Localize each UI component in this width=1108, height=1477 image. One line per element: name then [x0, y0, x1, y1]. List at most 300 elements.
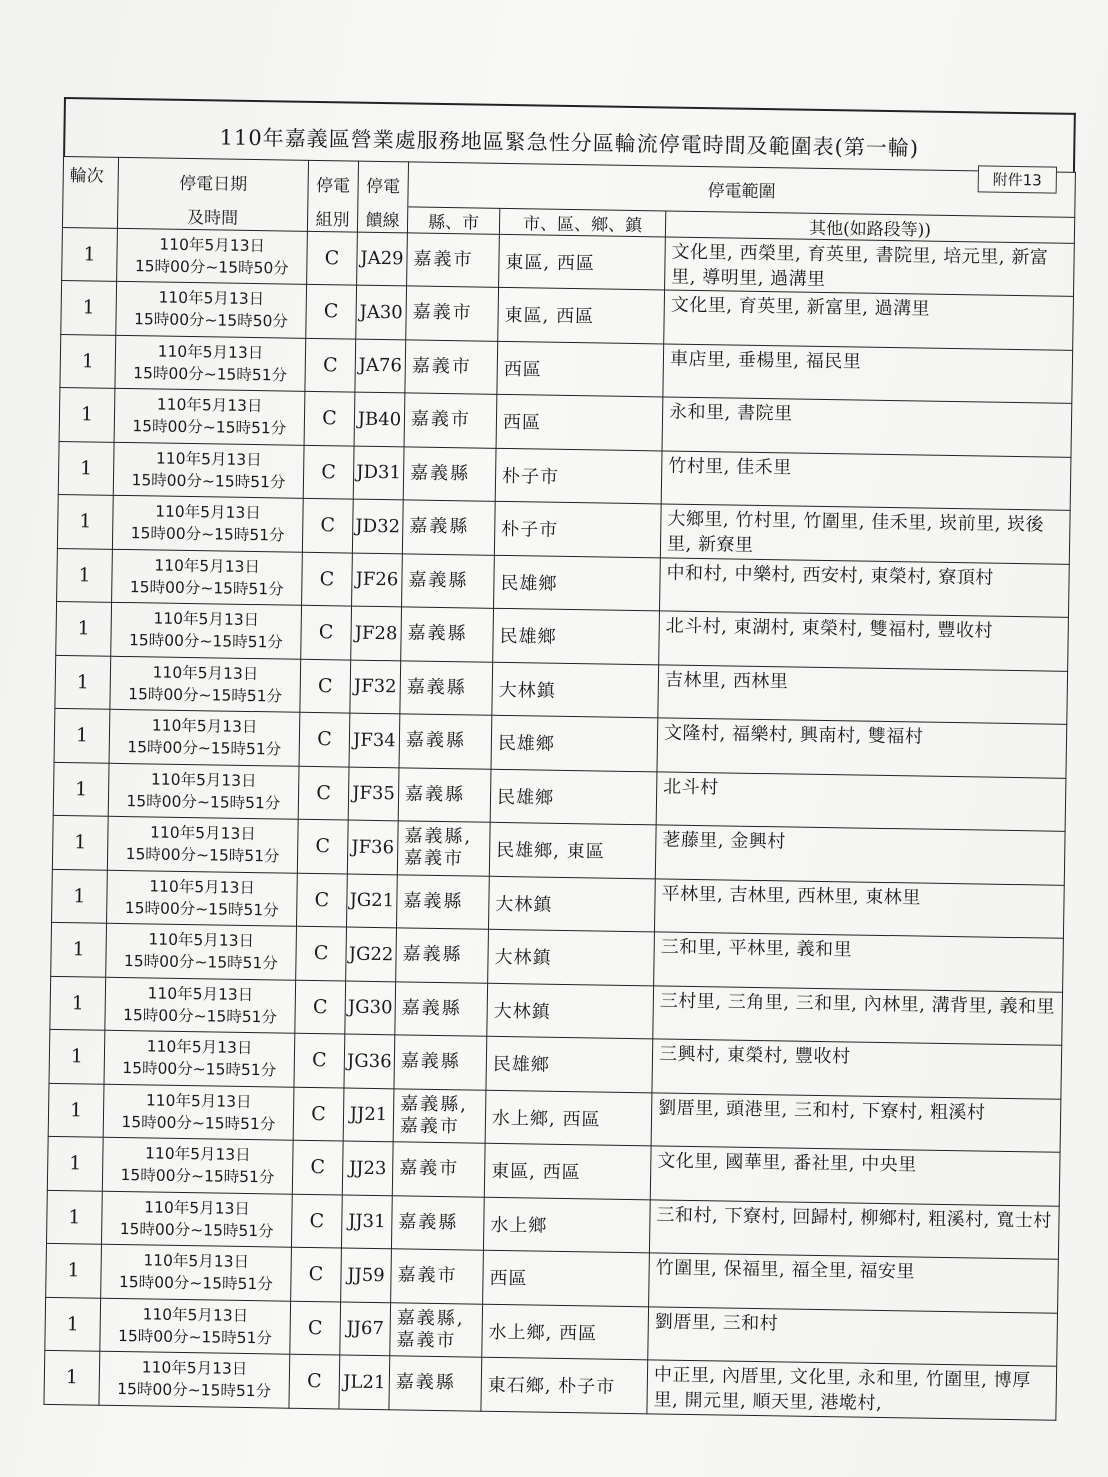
district-cell	[494, 501, 661, 557]
district-value: 東石鄉, 朴子市	[487, 1375, 616, 1399]
other-cell	[647, 1360, 1057, 1420]
feeder-value: JF34	[352, 729, 396, 752]
district-cell	[491, 715, 658, 771]
feeder-cell	[344, 1034, 395, 1088]
feeder-value: JF36	[351, 836, 395, 859]
other-cell	[655, 825, 1065, 885]
outage-date: 110年5月13日	[158, 288, 265, 309]
round-cell	[44, 1350, 100, 1404]
round-cell	[49, 1029, 105, 1083]
feeder-cell	[356, 285, 407, 339]
district-cell	[488, 876, 655, 932]
document-title: 110年嘉義區營業處服務地區緊急性分區輪流停電時間及範圍表(第一輪)	[219, 125, 920, 161]
other-value: 中正里, 內厝里, 文化里, 永和里, 竹圍里, 博厚里, 開元里, 順天里, 港墘村,	[653, 1364, 1031, 1415]
county-value: 嘉義縣	[409, 462, 471, 485]
outage-time: 15時00分~15時50分	[134, 256, 289, 278]
group-cell	[290, 1301, 341, 1355]
other-value: 平林里, 吉林里, 西林里, 東林里	[661, 882, 922, 909]
outage-time: 15時00分~15時51分	[117, 1380, 272, 1401]
other-cell	[653, 985, 1063, 1045]
date-cell	[99, 1351, 290, 1407]
header-feeder-line2: 饋線	[357, 206, 407, 233]
group-value: C	[322, 353, 338, 377]
group-cell	[289, 1354, 340, 1408]
outage-time: 15時00分~15時51分	[132, 417, 287, 438]
group-value: C	[309, 1209, 325, 1232]
other-value: 車店里, 垂楊里, 福民里	[669, 348, 862, 373]
county-value: 嘉義縣	[398, 1211, 459, 1234]
county-value: 嘉義縣	[400, 1050, 462, 1073]
group-cell	[303, 445, 354, 499]
county-cell	[407, 232, 500, 287]
district-value: 水上鄉	[490, 1214, 548, 1237]
group-value: C	[311, 1102, 326, 1125]
group-cell	[295, 980, 346, 1034]
other-value: 大鄉里, 竹村里, 竹圍里, 佳禾里, 崁前里, 崁後里, 新寮里	[666, 508, 1045, 556]
district-value: 西區	[502, 412, 542, 434]
round-value: 1	[69, 1152, 82, 1175]
outage-time: 15時00分~15時51分	[122, 1059, 277, 1080]
district-value: 朴子市	[501, 519, 559, 542]
outage-date: 110年5月13日	[142, 1305, 249, 1325]
other-cell	[650, 1146, 1060, 1206]
round-cell	[53, 762, 109, 816]
district-cell	[496, 394, 663, 450]
other-cell	[657, 718, 1067, 778]
feeder-cell	[351, 606, 402, 660]
outage-time: 15時00分~15時51分	[131, 470, 286, 492]
header-group-line1: 停電	[308, 160, 359, 205]
other-value: 吉林里, 西林里	[664, 669, 789, 692]
group-value: C	[310, 1156, 326, 1179]
feeder-cell	[345, 981, 396, 1035]
header-feeder-line1: 停電	[358, 161, 409, 206]
other-value: 中和村, 中樂村, 西安村, 東榮村, 寮頂村	[666, 562, 995, 589]
outage-date: 110年5月13日	[154, 556, 261, 576]
header-group-line2: 組別	[307, 205, 357, 232]
county-cell	[395, 981, 488, 1036]
other-value: 北斗村	[663, 775, 719, 798]
round-value: 1	[71, 991, 84, 1015]
other-cell	[654, 932, 1064, 992]
county-cell	[405, 339, 498, 394]
county-value: 嘉義縣	[409, 515, 470, 538]
other-cell	[665, 236, 1075, 296]
group-value: C	[317, 674, 333, 698]
county-cell	[391, 1249, 484, 1304]
round-value: 1	[74, 831, 87, 854]
district-value: 西區	[503, 358, 542, 381]
district-value: 大林鎮	[498, 679, 556, 702]
feeder-value: JJ21	[349, 1103, 388, 1126]
other-value: 永和里, 書院里	[668, 401, 793, 425]
round-cell	[45, 1297, 101, 1351]
date-cell	[117, 228, 308, 284]
group-cell	[307, 231, 358, 285]
round-cell	[52, 869, 108, 923]
county-value: 嘉義縣	[403, 890, 464, 913]
county-cell	[396, 928, 489, 983]
date-cell	[111, 602, 302, 658]
round-value: 1	[73, 884, 86, 908]
feeder-cell	[354, 392, 405, 446]
round-value: 1	[68, 1205, 81, 1229]
feeder-value: JA29	[360, 247, 404, 270]
county-cell	[403, 446, 496, 501]
round-cell	[51, 922, 107, 976]
county-value: 嘉義縣	[395, 1371, 457, 1394]
feeder-value: JG21	[349, 889, 395, 912]
feeder-cell	[342, 1141, 393, 1195]
feeder-value: JA30	[359, 301, 403, 324]
round-value: 1	[79, 457, 93, 480]
group-value: C	[315, 835, 331, 858]
feeder-value: JL21	[343, 1371, 386, 1393]
outage-time: 15時00分~15時51分	[125, 845, 280, 866]
outage-time: 15時00分~15時51分	[120, 1166, 275, 1187]
district-cell	[492, 662, 659, 718]
other-value: 三村里, 三角里, 三和里, 內林里, 溝背里, 義和里	[659, 989, 1056, 1018]
feeder-value: JD32	[355, 515, 401, 538]
county-cell	[392, 1142, 485, 1197]
other-value: 三興村, 東榮村, 豐收村	[658, 1043, 851, 1068]
round-value: 1	[75, 724, 89, 747]
group-cell	[294, 1033, 345, 1087]
feeder-cell	[346, 874, 397, 928]
feeder-value: JG36	[346, 1050, 392, 1073]
feeder-cell	[340, 1301, 391, 1355]
outage-date: 110年5月13日	[146, 1037, 253, 1058]
group-cell	[292, 1140, 343, 1194]
outage-date: 110年5月13日	[150, 770, 257, 790]
district-value: 大林鎮	[495, 893, 553, 916]
round-cell	[62, 227, 118, 281]
county-value: 嘉義縣	[407, 622, 468, 645]
district-value: 水上鄉, 西區	[491, 1107, 601, 1131]
outage-time: 15時00分~15時51分	[122, 1005, 278, 1027]
outage-table	[43, 156, 1075, 1420]
county-cell	[402, 553, 495, 608]
county-cell	[396, 874, 489, 929]
outage-time: 15時00分~15時51分	[121, 1112, 276, 1134]
district-cell	[493, 608, 660, 664]
group-value: C	[307, 1316, 323, 1339]
outage-time: 15時00分~15時51分	[118, 1273, 273, 1294]
district-cell	[483, 1250, 650, 1306]
feeder-cell	[341, 1248, 392, 1302]
group-cell	[299, 712, 350, 766]
district-cell	[498, 287, 665, 343]
date-cell	[106, 923, 297, 979]
feeder-value: JB40	[357, 408, 402, 431]
group-cell	[302, 498, 353, 552]
county-value: 嘉義市	[410, 408, 472, 431]
group-value: C	[324, 246, 340, 270]
district-cell	[487, 983, 654, 1039]
district-value: 東區, 西區	[491, 1161, 581, 1184]
round-cell	[50, 976, 106, 1030]
group-cell	[298, 766, 349, 820]
header-county: 縣、市	[407, 206, 499, 233]
outage-date: 110年5月13日	[141, 1358, 248, 1379]
date-cell	[108, 763, 299, 819]
district-value: 民雄鄉	[497, 733, 556, 756]
round-value: 1	[69, 1098, 83, 1122]
county-cell	[406, 286, 499, 341]
feeder-cell	[357, 232, 408, 286]
group-cell	[300, 659, 351, 713]
group-cell	[297, 819, 348, 873]
district-value: 民雄鄉	[500, 572, 558, 595]
district-cell	[495, 448, 662, 504]
outage-time: 15時00分~15時51分	[124, 898, 279, 920]
other-cell	[660, 557, 1070, 617]
outage-date: 110年5月13日	[151, 716, 258, 737]
district-value: 民雄鄉	[499, 626, 557, 649]
feeder-value: JJ31	[348, 1210, 386, 1233]
round-cell	[57, 494, 113, 548]
round-cell	[52, 815, 108, 869]
date-cell	[104, 1030, 295, 1086]
feeder-cell	[347, 820, 398, 874]
outage-date: 110年5月13日	[144, 1198, 251, 1218]
county-value: 嘉義縣, 嘉義市	[396, 1307, 465, 1352]
date-cell	[107, 816, 298, 872]
district-value: 大林鎮	[494, 947, 552, 970]
county-cell	[393, 1088, 486, 1143]
group-value: C	[314, 888, 330, 912]
header-date-line2: 及時間	[117, 202, 307, 231]
district-cell	[485, 1090, 652, 1146]
date-cell	[114, 388, 305, 444]
group-cell	[291, 1194, 342, 1248]
round-cell	[58, 441, 114, 495]
feeder-value: JF32	[353, 675, 397, 698]
feeder-value: JG22	[348, 943, 394, 966]
other-value: 竹村里, 佳禾里	[668, 455, 792, 478]
district-value: 民雄鄉	[496, 786, 555, 809]
round-value: 1	[67, 1259, 80, 1282]
feeder-cell	[352, 499, 403, 553]
date-cell	[112, 495, 303, 551]
date-cell	[103, 1084, 294, 1140]
district-value: 民雄鄉	[492, 1054, 551, 1076]
group-cell	[291, 1247, 342, 1301]
other-value: 文隆村, 福樂村, 興南村, 雙福村	[663, 722, 924, 748]
header-date-line1: 停電日期	[118, 157, 309, 204]
table-body	[44, 227, 1074, 1420]
group-cell	[301, 605, 352, 659]
group-cell	[305, 338, 356, 392]
group-value: C	[319, 567, 335, 591]
group-value: C	[323, 300, 339, 323]
county-cell	[394, 1035, 487, 1090]
round-value: 1	[77, 617, 90, 640]
district-cell	[499, 234, 666, 290]
district-cell	[483, 1197, 650, 1253]
header-round: 輪次	[63, 157, 119, 202]
header-district: 市、區、鄉、鎮	[499, 208, 665, 237]
district-value: 大林鎮	[493, 1000, 551, 1023]
feeder-value: JF28	[354, 622, 398, 645]
other-value: 文化里, 國華里, 番社里, 中央里	[657, 1150, 917, 1176]
outage-time: 15時00分~15時51分	[117, 1326, 273, 1348]
outage-time: 15時00分~15時51分	[119, 1219, 274, 1241]
date-cell	[102, 1137, 293, 1193]
other-cell	[663, 343, 1073, 403]
district-value: 西區	[489, 1268, 528, 1290]
round-value: 1	[83, 243, 96, 266]
district-cell	[488, 929, 655, 985]
group-cell	[302, 552, 353, 606]
other-value: 三和村, 下寮村, 回歸村, 柳鄉村, 粗溪村, 寬士村	[656, 1203, 1052, 1232]
date-cell	[105, 977, 296, 1033]
outage-date: 110年5月13日	[155, 502, 261, 523]
outage-time: 15時00分~15時51分	[128, 631, 284, 652]
district-cell	[481, 1357, 648, 1413]
outage-time: 15時00分~15時51分	[130, 524, 285, 545]
date-cell	[110, 656, 301, 712]
round-cell	[47, 1136, 103, 1190]
group-value: C	[322, 407, 337, 430]
round-value: 1	[66, 1312, 79, 1336]
outage-time: 15時00分~15時51分	[126, 791, 281, 813]
county-value: 嘉義縣, 嘉義市	[403, 825, 473, 870]
round-value: 1	[78, 564, 91, 587]
round-cell	[57, 548, 113, 602]
outage-date: 110年5月13日	[157, 342, 264, 362]
round-cell	[56, 601, 112, 655]
county-value: 嘉義市	[397, 1264, 458, 1287]
county-value: 嘉義縣	[401, 997, 462, 1020]
feeder-value: JJ59	[347, 1264, 385, 1286]
outage-time: 15時00分~15時51分	[128, 684, 283, 706]
round-value: 1	[76, 671, 90, 694]
header-round-cont	[62, 201, 117, 228]
outage-time: 15時00分~15時51分	[129, 577, 284, 599]
feeder-cell	[348, 767, 399, 821]
other-value: 北斗村, 東湖村, 東榮村, 雙福村, 豐收村	[665, 615, 994, 642]
county-value: 嘉義市	[413, 248, 474, 271]
outage-date: 110年5月13日	[143, 1251, 250, 1272]
county-cell	[398, 767, 491, 822]
county-value: 嘉義縣	[408, 569, 469, 592]
district-cell	[497, 341, 664, 397]
annex-label: 附件13	[978, 165, 1058, 193]
group-value: C	[316, 728, 332, 751]
other-cell	[659, 611, 1069, 671]
other-value: 劉厝里, 三和村	[654, 1310, 779, 1334]
outage-date: 110年5月13日	[148, 930, 255, 951]
feeder-value: JA76	[358, 354, 403, 377]
other-cell	[656, 771, 1066, 831]
group-value: C	[318, 621, 334, 644]
outage-date: 110年5月13日	[147, 984, 254, 1004]
group-value: C	[306, 1370, 322, 1393]
header-other: 其他(如路段等))	[665, 210, 1074, 242]
other-cell	[661, 450, 1071, 510]
other-value: 竹圍里, 保福里, 福全里, 福安里	[655, 1257, 916, 1283]
district-value: 民雄鄉, 東區	[496, 840, 605, 863]
other-cell	[652, 1039, 1062, 1099]
round-cell	[61, 280, 117, 334]
county-value: 嘉義縣, 嘉義市	[399, 1093, 469, 1138]
date-cell	[112, 549, 303, 605]
district-cell	[489, 822, 656, 878]
feeder-cell	[346, 927, 397, 981]
round-cell	[59, 387, 115, 441]
round-value: 1	[82, 296, 95, 319]
county-value: 嘉義縣	[404, 783, 466, 806]
outage-date: 110年5月13日	[152, 663, 259, 683]
feeder-cell	[349, 713, 400, 767]
feeder-cell	[355, 339, 406, 393]
feeder-value: JD31	[356, 461, 402, 484]
date-cell	[107, 870, 298, 926]
date-cell	[116, 281, 307, 337]
feeder-cell	[353, 446, 404, 500]
round-cell	[46, 1190, 102, 1244]
round-value: 1	[65, 1366, 79, 1389]
district-cell	[484, 1143, 651, 1199]
county-value: 嘉義縣	[406, 676, 467, 699]
county-value: 嘉義市	[412, 301, 473, 324]
group-cell	[306, 284, 357, 338]
group-value: C	[313, 942, 329, 965]
round-cell	[60, 334, 116, 388]
other-cell	[660, 504, 1070, 564]
group-cell	[293, 1087, 344, 1141]
round-value: 1	[81, 350, 95, 373]
county-value: 嘉義市	[399, 1157, 460, 1180]
other-cell	[664, 290, 1074, 350]
other-cell	[654, 878, 1064, 938]
date-cell	[101, 1244, 292, 1300]
county-value: 嘉義縣	[402, 943, 463, 966]
outage-date: 110年5月13日	[149, 823, 256, 844]
outage-time: 15時00分~15時50分	[133, 310, 289, 331]
other-value: 荖藤里, 金興村	[662, 829, 787, 853]
outage-date: 110年5月13日	[159, 235, 266, 255]
feeder-value: JG30	[347, 996, 393, 1019]
other-cell	[648, 1306, 1058, 1366]
outage-schedule-document	[43, 97, 1075, 1420]
outage-time: 15時00分~15時51分	[123, 952, 278, 973]
district-value: 東區, 西區	[504, 305, 595, 328]
county-cell	[402, 500, 495, 555]
other-value: 文化里, 西榮里, 育英里, 書院里, 培元里, 新富里, 導明里, 過溝里	[671, 241, 1049, 290]
feeder-cell	[352, 553, 403, 607]
county-cell	[389, 1356, 482, 1411]
outage-date: 110年5月13日	[155, 449, 262, 469]
feeder-value: JF35	[352, 782, 396, 805]
other-value: 三和里, 平林里, 義和里	[660, 936, 853, 961]
group-value: C	[312, 995, 328, 1018]
round-cell	[54, 708, 110, 762]
feeder-value: JF26	[355, 568, 399, 591]
round-value: 1	[80, 403, 94, 426]
other-cell	[649, 1199, 1059, 1259]
group-value: C	[308, 1263, 324, 1286]
feeder-cell	[350, 660, 401, 714]
other-cell	[651, 1092, 1061, 1152]
outage-date: 110年5月13日	[156, 395, 263, 416]
feeder-value: JJ67	[346, 1317, 385, 1340]
other-cell	[649, 1253, 1059, 1313]
outage-date: 110年5月13日	[145, 1091, 252, 1111]
outage-date: 110年5月13日	[149, 877, 256, 897]
district-cell	[494, 555, 661, 611]
